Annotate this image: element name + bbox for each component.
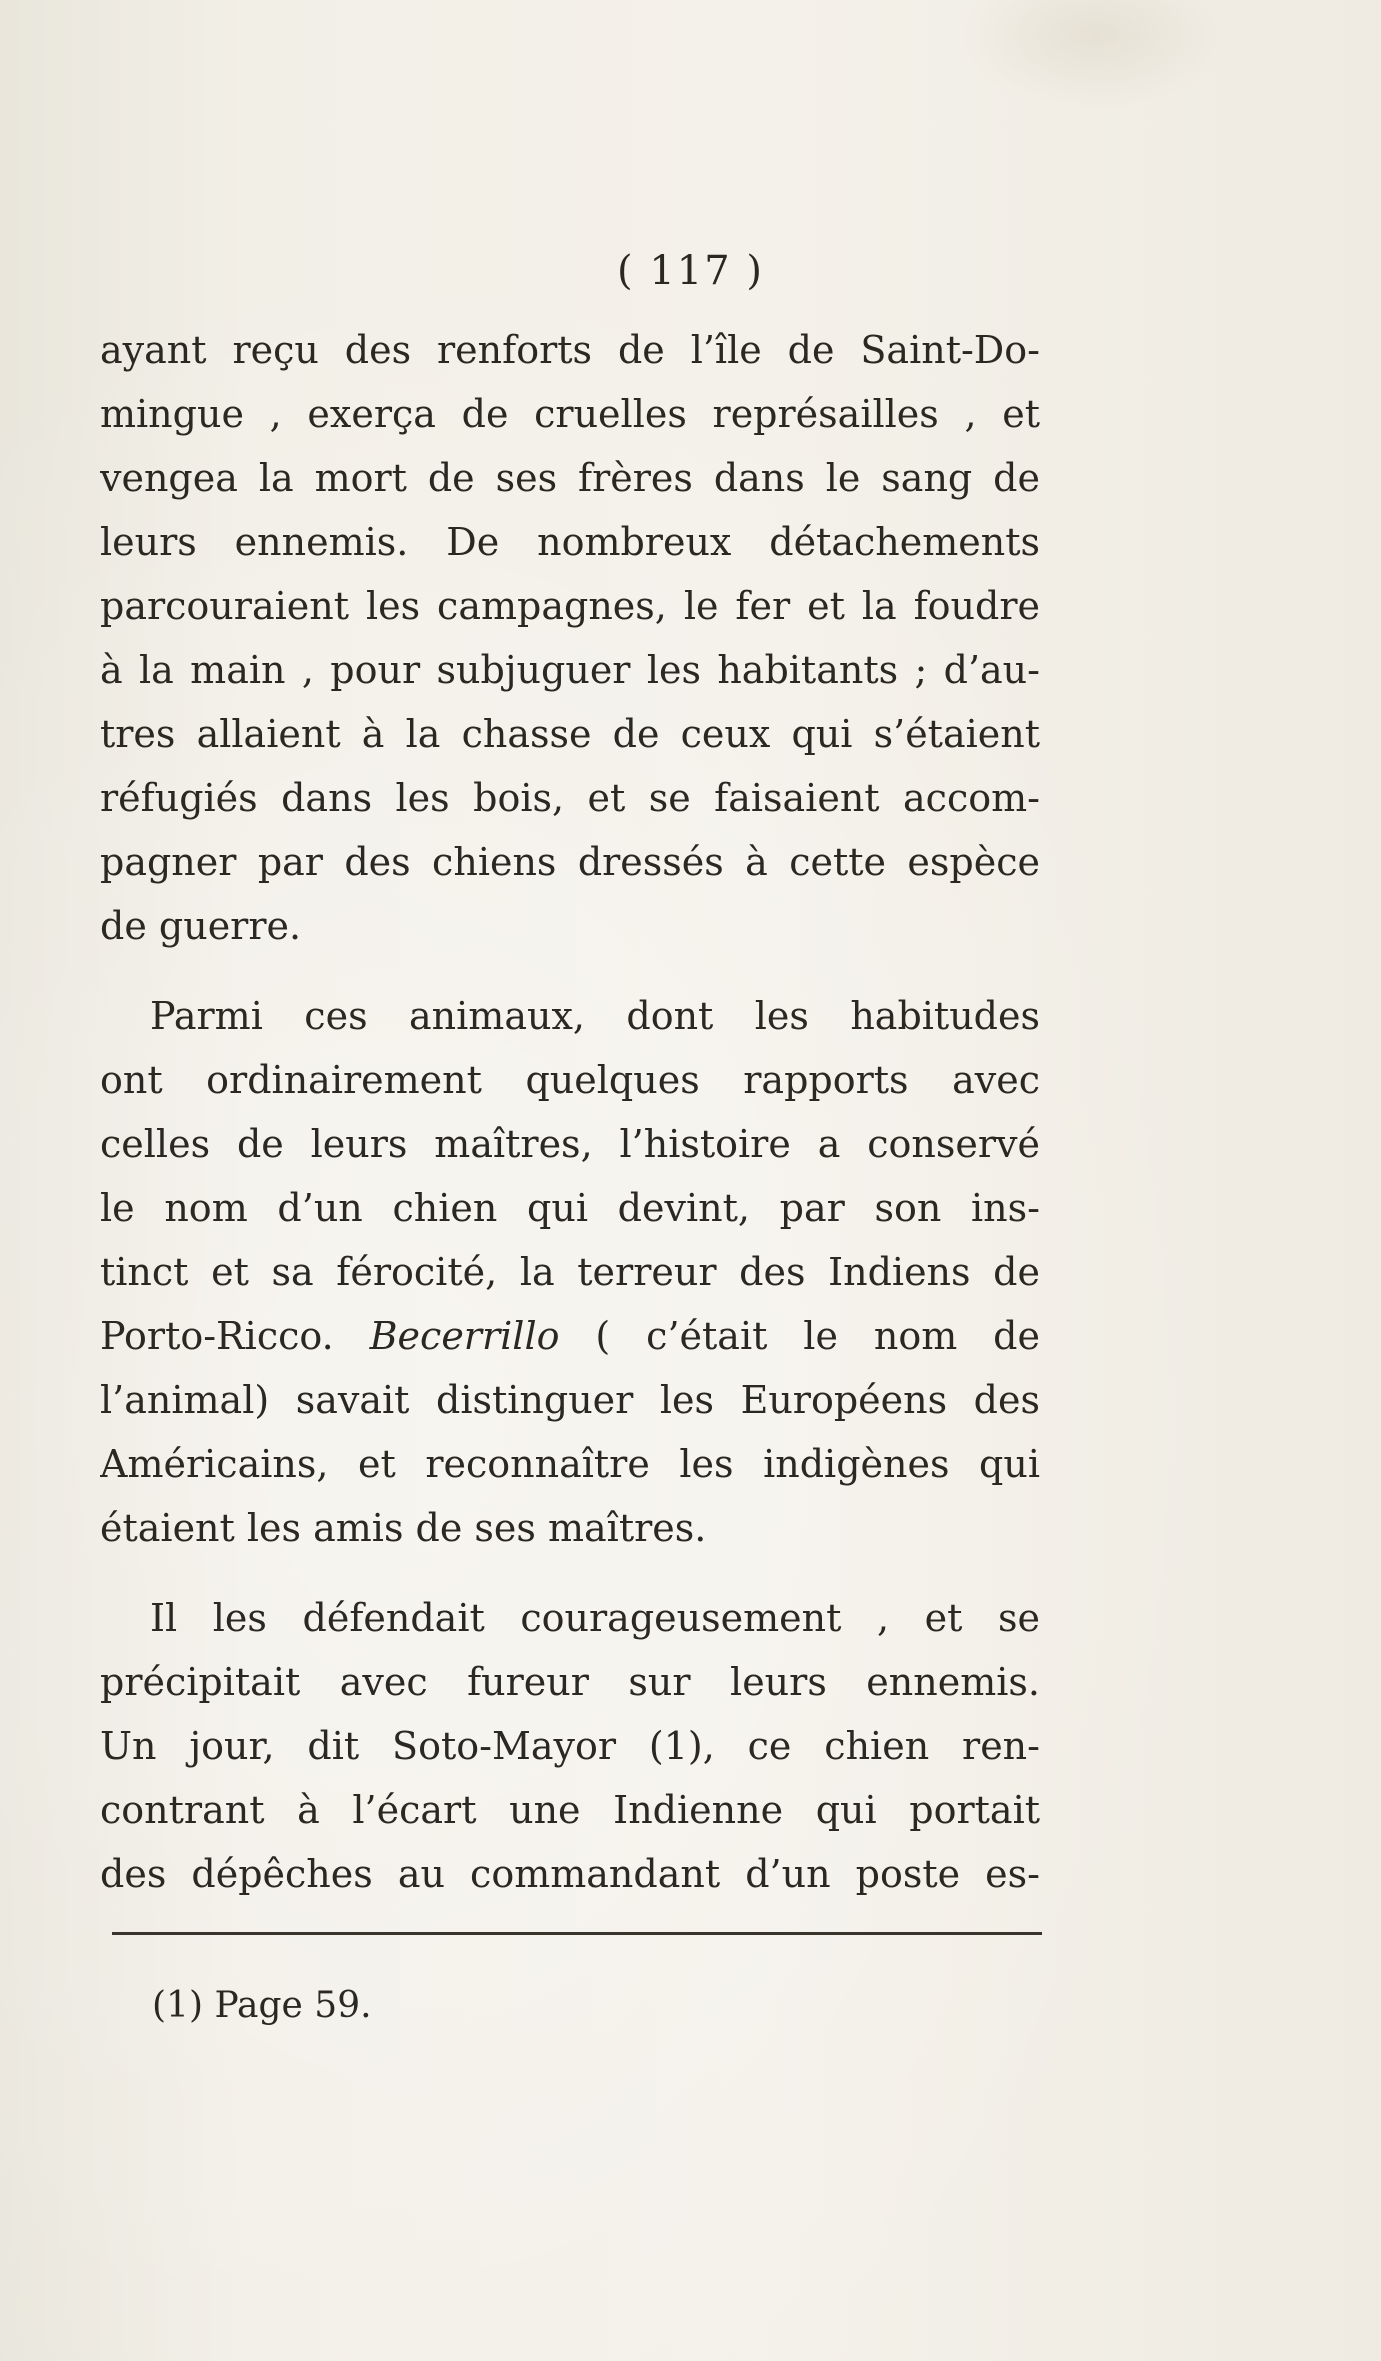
text-line: précipitait avec fureur sur leurs ennemis. — [100, 1660, 1040, 1704]
text-line: à la main , pour subjuguer les habitants ; d’au- — [100, 648, 1040, 692]
text-line: pagner par des chiens dressés à cette espèce — [100, 840, 1040, 884]
text-line: Parmi ces animaux, dont les habitudes — [150, 994, 1040, 1038]
parenthetical: ( c’était le nom de — [595, 1314, 1040, 1358]
paragraph-gap — [100, 1560, 1040, 1586]
text-line: Un jour, dit Soto-Mayor (1), ce chien ren- — [100, 1724, 1040, 1768]
text-line: celles de leurs maîtres, l’histoire a conservé — [100, 1122, 1040, 1166]
text-line: tres allaient à la chasse de ceux qui s’étaient — [100, 712, 1040, 756]
paragraph-gap — [100, 958, 1040, 984]
text-line: l’animal) savait distinguer les Européens des — [100, 1378, 1040, 1422]
place-name: Porto-Ricco. — [100, 1314, 334, 1358]
text-line: leurs ennemis. De nombreux détachements — [100, 520, 1040, 564]
text-line: Américains, et reconnaître les indigènes qui — [100, 1442, 1040, 1486]
body-text — [100, 318, 1040, 1906]
page-number: ( 117 ) — [617, 248, 764, 294]
text-line: tinct et sa férocité, la terreur des Indiens de — [100, 1250, 1040, 1294]
footnote-rule — [112, 1932, 1042, 1935]
text-line: de guerre. — [100, 904, 302, 948]
text-line: Il les défendait courageusement , et se — [150, 1596, 1040, 1640]
text-line: parcouraient les campagnes, le fer et la foudre — [100, 584, 1040, 628]
text-line: vengea la mort de ses frères dans le sang de — [100, 456, 1040, 500]
text-line: des dépêches au commandant d’un poste es- — [100, 1852, 1040, 1896]
footnote: (1) Page 59. — [152, 1985, 372, 2026]
text-line: mingue , exerça de cruelles représailles , et — [100, 392, 1040, 436]
dog-name-italic: Becerrillo — [369, 1314, 560, 1358]
paper-stain — [960, 0, 1230, 110]
text-line: ayant reçu des renforts de l’île de Saint-Do- — [100, 328, 1040, 372]
text-line: étaient les amis de ses maîtres. — [100, 1506, 707, 1550]
text-line: contrant à l’écart une Indienne qui portait — [100, 1788, 1040, 1832]
text-line: réfugiés dans les bois, et se faisaient accom- — [100, 776, 1040, 820]
text-line-with-name — [100, 1304, 1040, 1368]
text-line: ont ordinairement quelques rapports avec — [100, 1058, 1040, 1102]
text-line: le nom d’un chien qui devint, par son ins- — [100, 1186, 1040, 1230]
